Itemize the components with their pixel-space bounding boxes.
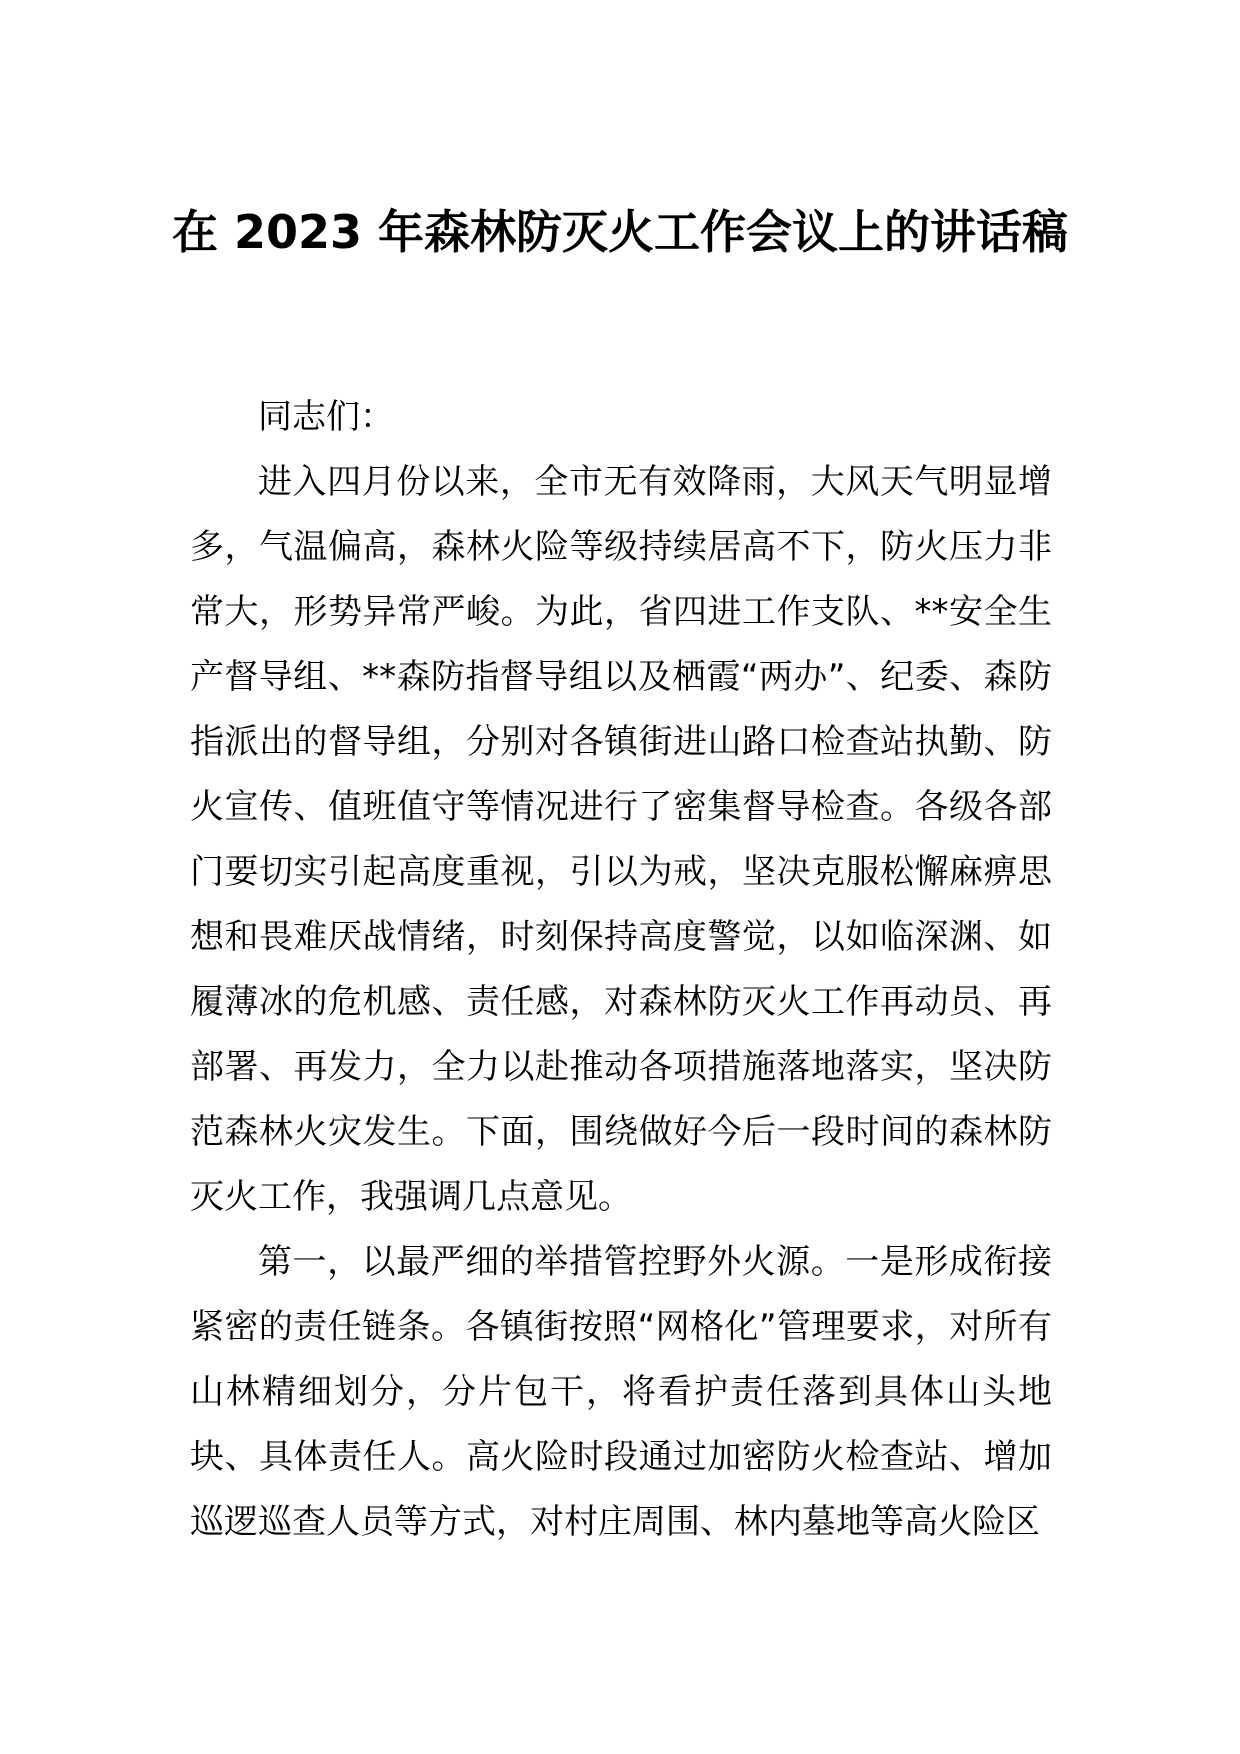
salutation: 同志们：: [258, 397, 394, 437]
paragraph-2: 第一，以最严细的举措管控野外火源。一是形成衔接紧密的责任链条。各镇街按照“网格化”管理要求，对所有山林精细划分，分片包干，将看护责任落到具体山头地块、具体责任人。高火险时段通过加密防火检查站、增加巡逻巡查人员等方式，对村庄周围、林内墓地等高火险区: [190, 1242, 1052, 1542]
document-title: 在 2023 年森林防灭火工作会议上的讲话稿: [171, 205, 1069, 259]
document-body: [190, 385, 1052, 1555]
paragraph-1: 进入四月份以来，全市无有效降雨，大风天气明显增多，气温偏高，森林火险等级持续居高不下，防火压力非常大，形势异常严峻。为此，省四进工作支队、**安全生产督导组、**森防指督导组以及栖霞“两办”、纪委、森防指派出的督导组，分别对各镇街进山路口检查站执勤、防火宣传、值班值守等情况进行了密集督导检查。各级各部门要切实引起高度重视，引以为戒，坚决克服松懈麻痹思想和畏难厌战情绪，时刻保持高度警觉，以如临深渊、如履薄冰的危机感、责任感，对森林防灭火工作再动员、再部署、再发力，全力以赴推动各项措施落地落实，坚决防范森林火灾发生。下面，围绕做好今后一段时间的森林防灭火工作，我强调几点意见。: [190, 462, 1052, 1217]
